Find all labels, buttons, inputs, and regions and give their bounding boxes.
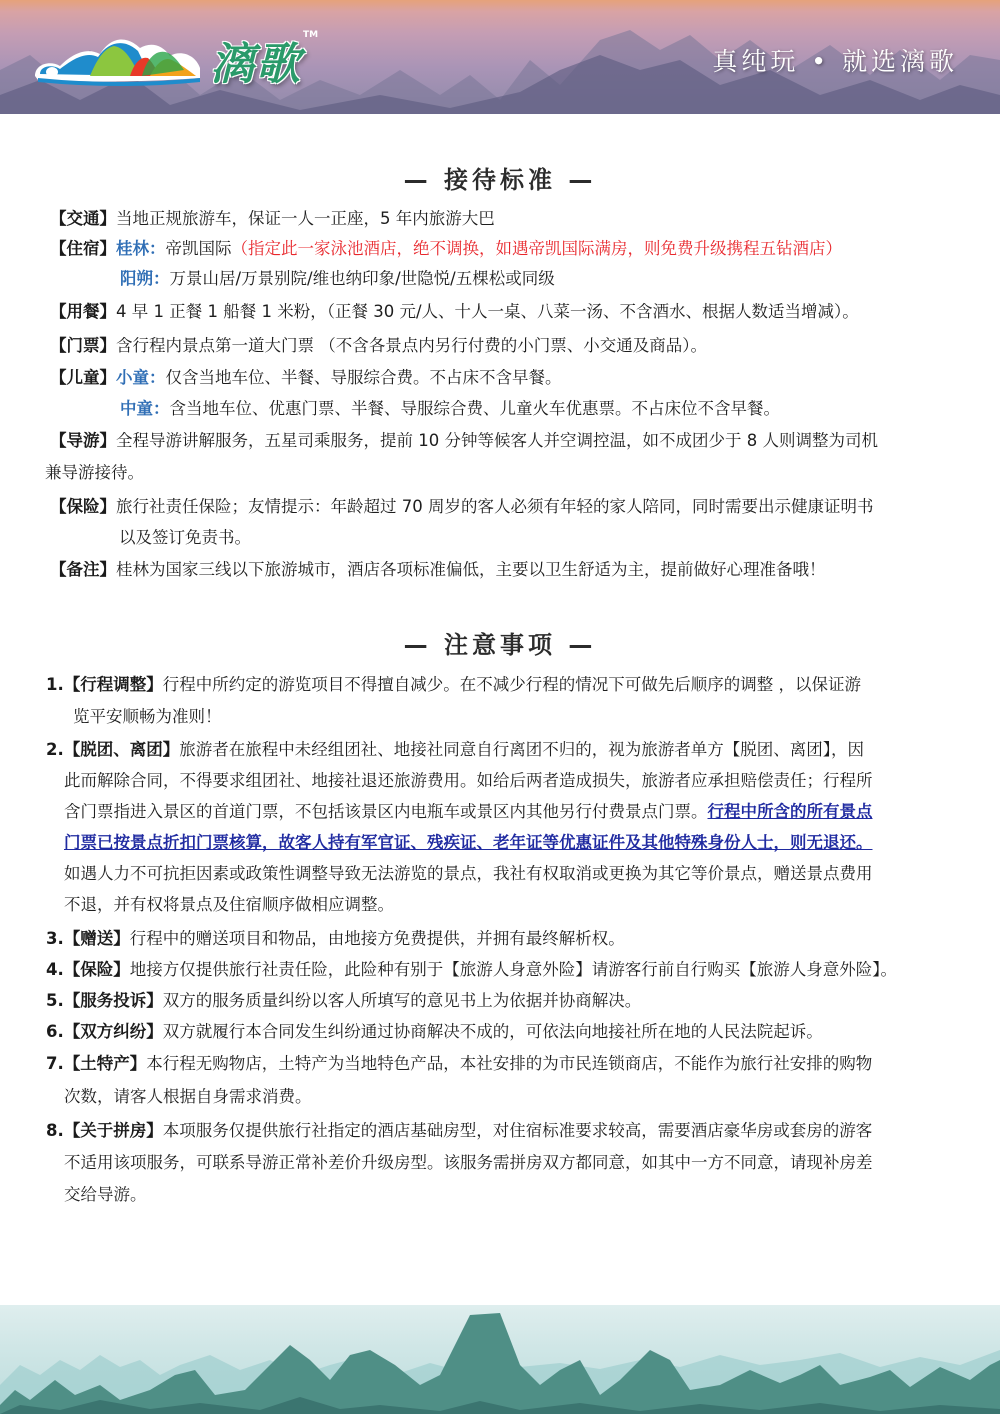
notice-item-8-line-3: 交给导游。: [64, 1185, 147, 1204]
item-label: 【行程调整】: [63, 675, 163, 694]
reception-item-children-middle: [120, 398, 780, 420]
item-label: 【服务投诉】: [63, 991, 163, 1010]
item-text: 含门票指进入景区的首道门票，不包括该景区内电瓶车或景区内其他另行付费景点门票。: [64, 802, 708, 821]
reception-item-lodging: [50, 238, 842, 260]
item-label: 【双方纠纷】: [63, 1022, 163, 1041]
notice-item-1-line-2: 览平安顺畅为准则！: [73, 707, 222, 726]
item-number: 2.: [46, 740, 64, 759]
item-text: 旅行社责任保险；友情提示：年龄超过 70 周岁的客人必须有年轻的家人陪同，同时需要出示健康证明书: [116, 497, 874, 516]
item-label: 【保险】: [50, 497, 116, 516]
separator: ：: [153, 399, 170, 418]
item-text: 双方就履行本合同发生纠纷通过协商解决不成的，可依法向地接社所在地的人民法院起诉。: [162, 1022, 823, 1041]
item-label: 【备注】: [50, 560, 116, 579]
karst-mountains-image: [0, 1305, 1000, 1414]
item-number: 5.: [46, 991, 64, 1010]
notice-item-2-line-3: [64, 801, 873, 823]
header-banner: [0, 0, 1000, 114]
section-title-reception: — 接待标准 —: [403, 166, 597, 194]
item-number: 1.: [46, 675, 64, 694]
notice-item-7-line-2: 次数，请客人根据自身需求消费。: [64, 1087, 312, 1106]
item-number: 3.: [46, 929, 64, 948]
item-text: 含行程内景点第一道大门票 （不含各景点内另行付费的小门票、小交通及商品）。: [116, 336, 707, 355]
separator: ：: [149, 239, 166, 258]
reception-item-insurance: [50, 496, 874, 518]
notice-item-6: [46, 1021, 823, 1043]
notice-item-2-line-2: 此而解除合同，不得要求组团社、地接社退还旅游费用。如给后两者造成损失，旅游者应承担赔偿责任；行程所: [64, 771, 873, 790]
item-text: 行程中的赠送项目和物品，由地接方免费提供，并拥有最终解析权。: [129, 929, 625, 948]
item-text: 行程中所约定的游览项目不得擅自减少。在不减少行程的情况下可做先后顺序的调整 ，以保证游: [162, 675, 861, 694]
section-title-notices: — 注意事项 —: [403, 631, 597, 659]
brand-name: 漓歌: [210, 39, 302, 90]
refund-policy-highlight-cont: 门票已按景点折扣门票核算，故客人持有军官证、残疾证、老年证等优惠证件及其他特殊身份人士，则无退还。: [64, 833, 873, 852]
item-text: 桂林为国家三线以下旅游城市，酒店各项标准偏低，主要以卫生舒适为主，提前做好心理准备哦！: [116, 560, 826, 579]
notice-item-2: [46, 739, 864, 761]
item-text: 万景山居/万景别院/维也纳印象/世隐悦/五棵松或同级: [169, 269, 555, 288]
item-label: 【土特产】: [63, 1054, 147, 1073]
notice-item-8-line-2: 不适用该项服务，可联系导游正常补差价升级房型。该服务需拼房双方都同意，如其中一方不同意，请现补房差: [64, 1153, 873, 1172]
item-label: 【保险】: [63, 960, 130, 979]
item-label: 【门票】: [50, 336, 116, 355]
item-text: 4 早 1 正餐 1 船餐 1 米粉，（正餐 30 元/人、十人一桌、八菜一汤、不含酒水、根据人数适当增减）。: [116, 302, 859, 321]
child-type-middle: 中童: [120, 399, 153, 418]
notice-item-2-line-6: 不退，并有权将景点及住宿顺序做相应调整。: [64, 895, 394, 914]
item-label: 【住宿】: [50, 239, 116, 258]
reception-item-lodging-yangshuo: [120, 268, 555, 290]
item-text: 本行程无购物店，土特产为当地特色产品，本社安排的为市民连锁商店，不能作为旅行社安排的购物: [146, 1054, 873, 1073]
item-number: 4.: [46, 960, 64, 979]
notice-item-2-line-5: 如遇人力不可抗拒因素或政策性调整导致无法游览的景点，我社有权取消或更换为其它等价景点，赠送景点费用: [64, 864, 873, 883]
notice-item-5: [46, 990, 641, 1012]
reception-item-insurance-cont: 以及签订免责书。: [119, 528, 251, 547]
hotel-note: （指定此一家泳池酒店，绝不调换，如遇帝凯国际满房，则免费升级携程五钻酒店）: [231, 239, 842, 258]
child-type-small: 小童: [116, 368, 149, 387]
notice-item-8: [46, 1120, 872, 1142]
item-label: 【交通】: [50, 209, 116, 228]
reception-item-children-small: [50, 367, 562, 389]
item-text: 本项服务仅提供旅行社指定的酒店基础房型，对住宿标准要求较高，需要酒店豪华房或套房的游客: [162, 1121, 873, 1140]
reception-item-remark: [50, 559, 826, 581]
separator: ：: [149, 368, 166, 387]
item-number: 8.: [46, 1121, 64, 1140]
item-number: 7.: [46, 1054, 64, 1073]
item-text: 旅游者在旅程中未经组团社、地接社同意自行离团不归的，视为旅游者单方【脱团、离团】，因: [179, 740, 864, 759]
item-text: 当地正规旅游车，保证一人一正座，5 年内旅游大巴: [116, 209, 495, 228]
item-text: 地接方仅提供旅行社责任险，此险种有别于【旅游人身意外险】请游客行前自行购买【旅游人身意外险】。: [129, 960, 897, 979]
slogan: 真纯玩 • 就选漓歌: [712, 47, 958, 76]
reception-item-transport: [50, 208, 495, 230]
item-text: 帝凯国际: [165, 239, 232, 258]
item-text: 双方的服务质量纠纷以客人所填写的意见书上为依据并协商解决。: [162, 991, 642, 1010]
footer-banner: [0, 1305, 1000, 1414]
separator: ：: [153, 269, 170, 288]
reception-item-guide: [50, 430, 878, 452]
notice-item-3: [46, 928, 625, 950]
item-label: 【赠送】: [63, 929, 130, 948]
item-number: 6.: [46, 1022, 64, 1041]
item-label: 【导游】: [50, 431, 116, 450]
item-label: 【用餐】: [50, 302, 116, 321]
reception-item-guide-cont: 兼导游接待。: [45, 463, 144, 482]
trademark-mark: TM: [303, 30, 319, 40]
notice-item-7: [46, 1053, 872, 1075]
item-text: 仅含当地车位、半餐、导服综合费。不占床不含早餐。: [165, 368, 562, 387]
refund-policy-highlight: 行程中所含的所有景点: [707, 802, 873, 821]
reception-item-tickets: [50, 335, 707, 357]
reception-item-meals: [50, 301, 859, 323]
city-guilin: 桂林: [116, 239, 149, 258]
item-label: 【儿童】: [50, 368, 116, 387]
notice-item-1: [46, 674, 861, 696]
item-label: 【脱团、离团】: [63, 740, 180, 759]
item-text: 全程导游讲解服务，五星司乘服务，提前 10 分钟等候客人并空调控温，如不成团少于 8 人则调整为司机: [116, 431, 878, 450]
city-yangshuo: 阳朔: [120, 269, 153, 288]
item-text: 含当地车位、优惠门票、半餐、导服综合费、儿童火车优惠票。不占床位不含早餐。: [169, 399, 780, 418]
item-label: 【关于拼房】: [63, 1121, 163, 1140]
logo-icon: [30, 26, 205, 88]
notice-item-4: [46, 959, 897, 981]
